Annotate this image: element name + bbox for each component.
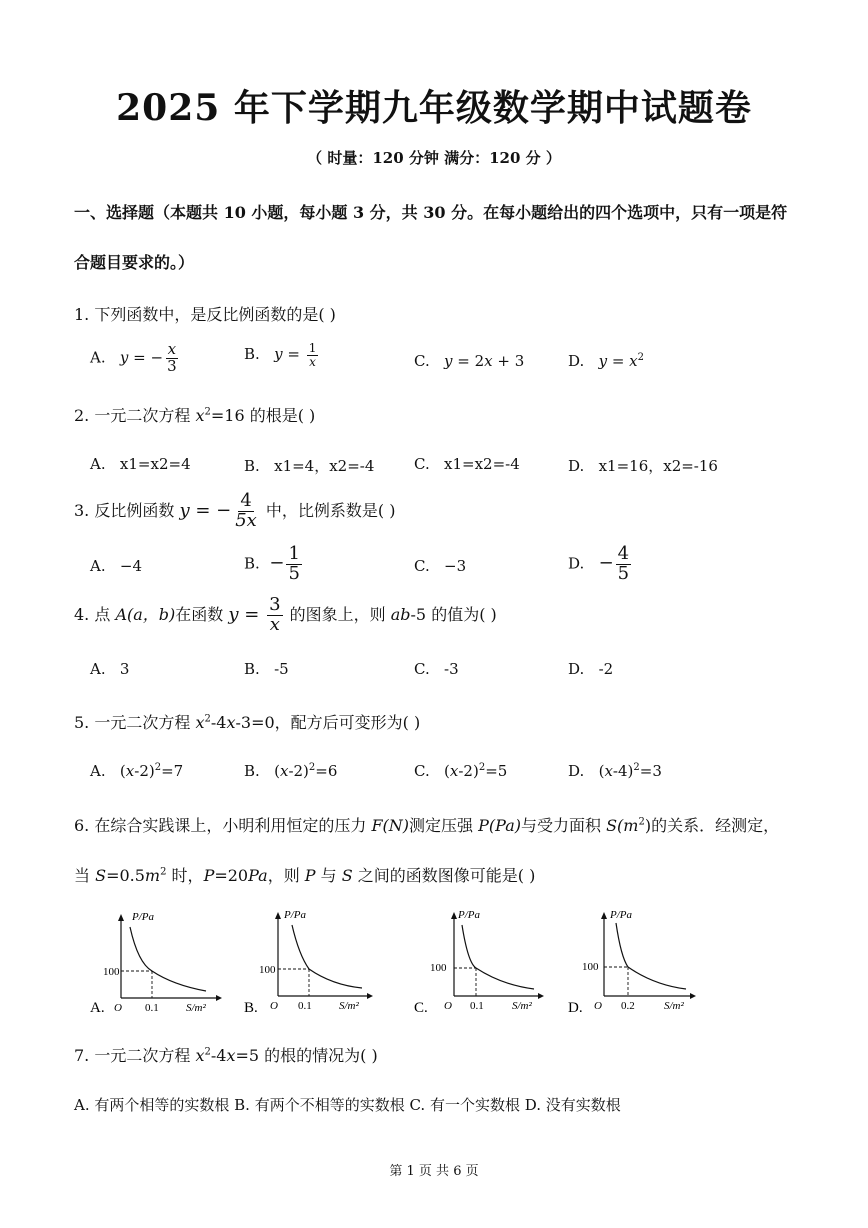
- graph-d-svg: [566, 905, 701, 1015]
- graph-a-origin: O: [114, 1002, 122, 1014]
- q6-graph-d: [566, 905, 701, 1019]
- section-heading-line2: 合题目要求的。）: [74, 253, 195, 272]
- graph-a-svg: [88, 905, 223, 1015]
- q4-option-c: C. -3: [414, 660, 459, 678]
- graph-d-x-label: S/m²: [664, 1000, 684, 1012]
- graph-c-letter: C.: [414, 1000, 428, 1015]
- graph-d-letter: D.: [568, 1000, 583, 1015]
- q1-option-c: C. y = 2x + 3: [414, 352, 525, 370]
- q1-option-d: D. $y = x^2$: [568, 352, 645, 370]
- q4-option-b: B. -5: [244, 660, 289, 678]
- question-7: 7. 一元二次方程 $x^2-4x=5$ 的根的情况为( ): [74, 1046, 378, 1065]
- graph-b-y-label: P/Pa: [284, 909, 306, 921]
- graph-c-x-label: S/m²: [512, 1000, 532, 1012]
- q5-option-c: C. $(x-2)^2=5$: [414, 762, 508, 780]
- graph-d-x-tick: 0.2: [621, 1000, 635, 1012]
- graph-b-svg: [242, 905, 377, 1015]
- graph-c-x-tick: 0.1: [470, 1000, 484, 1012]
- question-6-line2: 当 $S=0.5m^2$ 时，P=20Pa，则 P 与 S 之间的函数图像可能是( ): [74, 866, 536, 885]
- page-title: 2025 年下学期九年级数学期中试题卷: [116, 87, 752, 129]
- q6-graph-a: [88, 905, 223, 1019]
- graph-a-x-label: S/m²: [186, 1002, 206, 1014]
- q2-option-a: A. x1=x2=4: [90, 455, 191, 473]
- graph-b-y-tick: 100: [259, 964, 276, 976]
- q6-graph-c: [412, 905, 547, 1019]
- graph-a-y-tick: 100: [103, 966, 120, 978]
- question-1: 1. 下列函数中，是反比例函数的是( ): [74, 305, 336, 324]
- graph-a-y-label: P/Pa: [132, 911, 154, 923]
- page-subtitle: （ 时量：120 分钟 满分：120 分 ）: [307, 149, 561, 167]
- q4-option-a: A. 3: [90, 660, 130, 678]
- q2-option-c: C. x1=x2=-4: [414, 455, 520, 473]
- page-footer: 第 1 页 共 6 页: [389, 1164, 479, 1179]
- q2-option-d: D. x1=16，x2=-16: [568, 457, 718, 475]
- q3-option-a: A. −4: [90, 557, 143, 575]
- q5-option-a: A. $(x-2)^2=7$: [90, 762, 184, 780]
- q5-option-b: B. $(x-2)^2=6$: [244, 762, 338, 780]
- graph-b-x-label: S/m²: [339, 1000, 359, 1012]
- graph-c-origin: O: [444, 1000, 452, 1012]
- question-4: 4. 点 A(a，b)在函数 y = $\frac{3}{x}$ 的图象上，则 ab-5 的值为( ): [74, 594, 497, 635]
- graph-c-svg: [412, 905, 547, 1015]
- q5-option-d: D. $(x-4)^2=3$: [568, 762, 662, 780]
- question-6-line1: 6. 在综合实践课上，小明利用恒定的压力 F(N)测定压强 P(Pa)与受力面积 $S(m^2)$的关系．经测定，: [74, 816, 780, 835]
- question-5: 5. 一元二次方程 $x^2-4x-3=0$，配方后可变形为( ): [74, 713, 421, 732]
- section-heading-line1: 一、选择题（本题共 10 小题，每小题 3 分，共 30 分。在每小题给出的四个选项中，只有一项是符: [74, 203, 788, 222]
- q2-option-b: B. x1=4，x2=-4: [244, 457, 375, 475]
- q1-option-b: B. y = $\frac{1}{x}$: [244, 341, 317, 369]
- graph-d-origin: O: [594, 1000, 602, 1012]
- graph-b-origin: O: [270, 1000, 278, 1012]
- q3-option-c: C. −3: [414, 557, 467, 575]
- q6-graph-b: [242, 905, 377, 1019]
- q1-option-a: A. y = − $\frac{x}{3}$: [90, 340, 177, 375]
- graph-a-x-tick: 0.1: [145, 1002, 159, 1014]
- graph-a-letter: A.: [90, 1000, 105, 1015]
- q3-option-d: D. − $\frac{4}{5}$: [568, 543, 630, 584]
- graph-c-y-tick: 100: [430, 962, 447, 974]
- question-2: 2. 一元二次方程 $x^2=16$ 的根是( ): [74, 406, 316, 425]
- graph-c-y-label: P/Pa: [458, 909, 480, 921]
- q3-option-b: B. − $\frac{1}{5}$: [244, 543, 300, 584]
- graph-b-x-tick: 0.1: [298, 1000, 312, 1012]
- graph-d-y-label: P/Pa: [610, 909, 632, 921]
- q7-options: A. 有两个相等的实数根 B. 有两个不相等的实数根 C. 有一个实数根 D. 没有实数根: [74, 1096, 621, 1114]
- question-3: 3. 反比例函数 y = − $\frac{4}{5x}$ 中，比例系数是( ): [74, 490, 396, 531]
- graph-b-letter: B.: [244, 1000, 258, 1015]
- q4-option-d: D. -2: [568, 660, 614, 678]
- graph-d-y-tick: 100: [582, 961, 599, 973]
